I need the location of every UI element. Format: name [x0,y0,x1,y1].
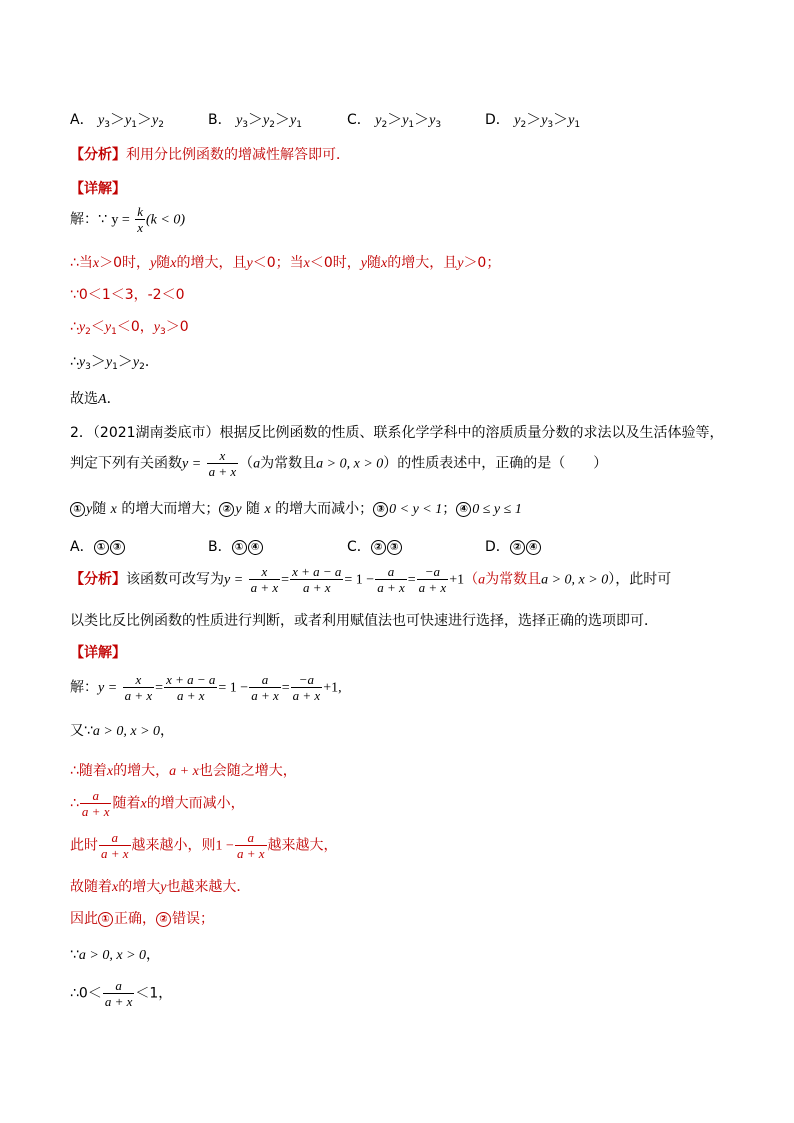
q2-detail-conclusion: 因此 ① 正确， ② 错误； [70,911,214,927]
q2-option-c: C． ② ③ [347,536,403,556]
q2-solution-line: 解：y = $\frac{x}{a + x}$ = $\frac{x + a - a}{a + x}$ = 1 − $\frac{a}{a + x}$ = $\frac{-a}{a + x}$ +1, [70,672,342,703]
q1-solution-line: 解：∵ y = $\frac{k}{x}$ (k < 0) [70,204,186,235]
fraction: $\frac{x + a - a}{a + x}$ [166,672,216,703]
fraction: $\frac{a}{a + x}$ [377,564,405,595]
fraction: $\frac{a}{a + x}$ [101,830,129,861]
q1-option-c: C． $y_2>y_1>y_3$ [347,110,442,130]
fraction: $\frac{-a}{a + x}$ [292,672,321,703]
fraction: $\frac{a}{a + x}$ [251,672,279,703]
fraction: $\frac{x}{a + x}$ [124,672,153,703]
fraction: $\frac{x + a - a}{a + x}$ [292,564,342,595]
q2-option-b: B． ① ④ [208,536,264,556]
q1-option-a: A． $y_3>y_1>y_2$ [70,110,164,130]
fraction: $\frac{-a}{a + x}$ [418,564,447,595]
q2-option-d: D． ② ④ [485,536,542,556]
q1-detail-line-4: $\therefore y_2<y_1<0$，$y_3>0$ [70,319,189,337]
q2-detail-since: ∵a > 0, x > 0， [70,947,161,963]
q2-detail-increase: ∴随着x的增大，a + x也会随之增大， [70,763,297,779]
q2-detail-then: 此时 $\frac{a}{a + x}$ 越来越小，则1 − $\frac{a}{a + x}$ 越来越大， [70,830,338,861]
q2-detail-inequality: ∴0＜ $\frac{a}{a + x}$ ＜1， [70,978,173,1009]
q1-answer: 故选A． [70,391,121,407]
fraction-k-over-x: $\frac{k}{x}$ [137,204,144,235]
q2-stem-line-1: 2．（2021湖南娄底市）根据反比例函数的性质、联系化学学科中的溶质质量分数的求法以及生活体验等， [70,425,724,441]
q2-analysis-line-1: 【分析】该函数可改写为y = $\frac{x}{a + x}$ = $\frac{x + a - a}{a + x}$ = 1 − $\frac{a}{a + x}$ = $\frac{-a}{a + x}$ +1（a为常数且a > 0, x > 0），此时可 [70,564,672,595]
fraction: $\frac{a}{a + x}$ [236,830,265,861]
q1-detail-line-3: ∵0＜1＜3，-2＜0 [70,287,185,303]
q1-detail-line-5: $\therefore y_3>y_1>y_2$． [70,352,159,372]
q2-detail-again: 又∵a > 0, x > 0， [70,723,175,739]
fraction: $\frac{a}{a + x}$ [104,978,133,1009]
q2-stem-line-2: 判定下列有关函数y = $\frac{x}{a + x}$ （a为常数且a > 0, x > 0）的性质表述中，正确的是（ ） [70,448,608,479]
q1-detail-label: 【详解】 [70,181,126,197]
q2-statements: ① y随 x 的增大而增大； ② y 随 x 的增大而减小； ③ 0 < y < 1； ④ 0 ≤ y ≤ 1 [70,498,522,518]
q2-detail-so: 故随着x的增大y也越来越大． [70,879,251,895]
fraction-x-over-a-plus-x: $\frac{x}{a + x}$ [208,448,237,479]
q2-detail-decrease: ∴ $\frac{a}{a + x}$ 随着x的增大而减小， [70,788,245,819]
q2-analysis-line-2: 以类比反比例函数的性质进行判断，或者利用赋值法也可快速进行选择，选择正确的选项即可． [70,613,658,629]
q1-option-b: B． $y_3>y_2>y_1$ [208,110,302,130]
fraction: $\frac{x}{a + x}$ [250,564,279,595]
q2-option-a: A． ① ③ [70,536,126,556]
q1-detail-line-2: ∴当x＞0时，y随x的增大，且y＜0；当x＜0时，y随x的增大，且y＞0； [70,255,501,271]
q1-analysis: 【分析】利用分比例函数的增减性解答即可． [70,147,350,163]
q2-detail-label: 【详解】 [70,645,126,661]
q1-option-d: D． $y_2>y_3>y_1$ [485,110,581,130]
fraction: $\frac{a}{a + x}$ [81,788,110,819]
